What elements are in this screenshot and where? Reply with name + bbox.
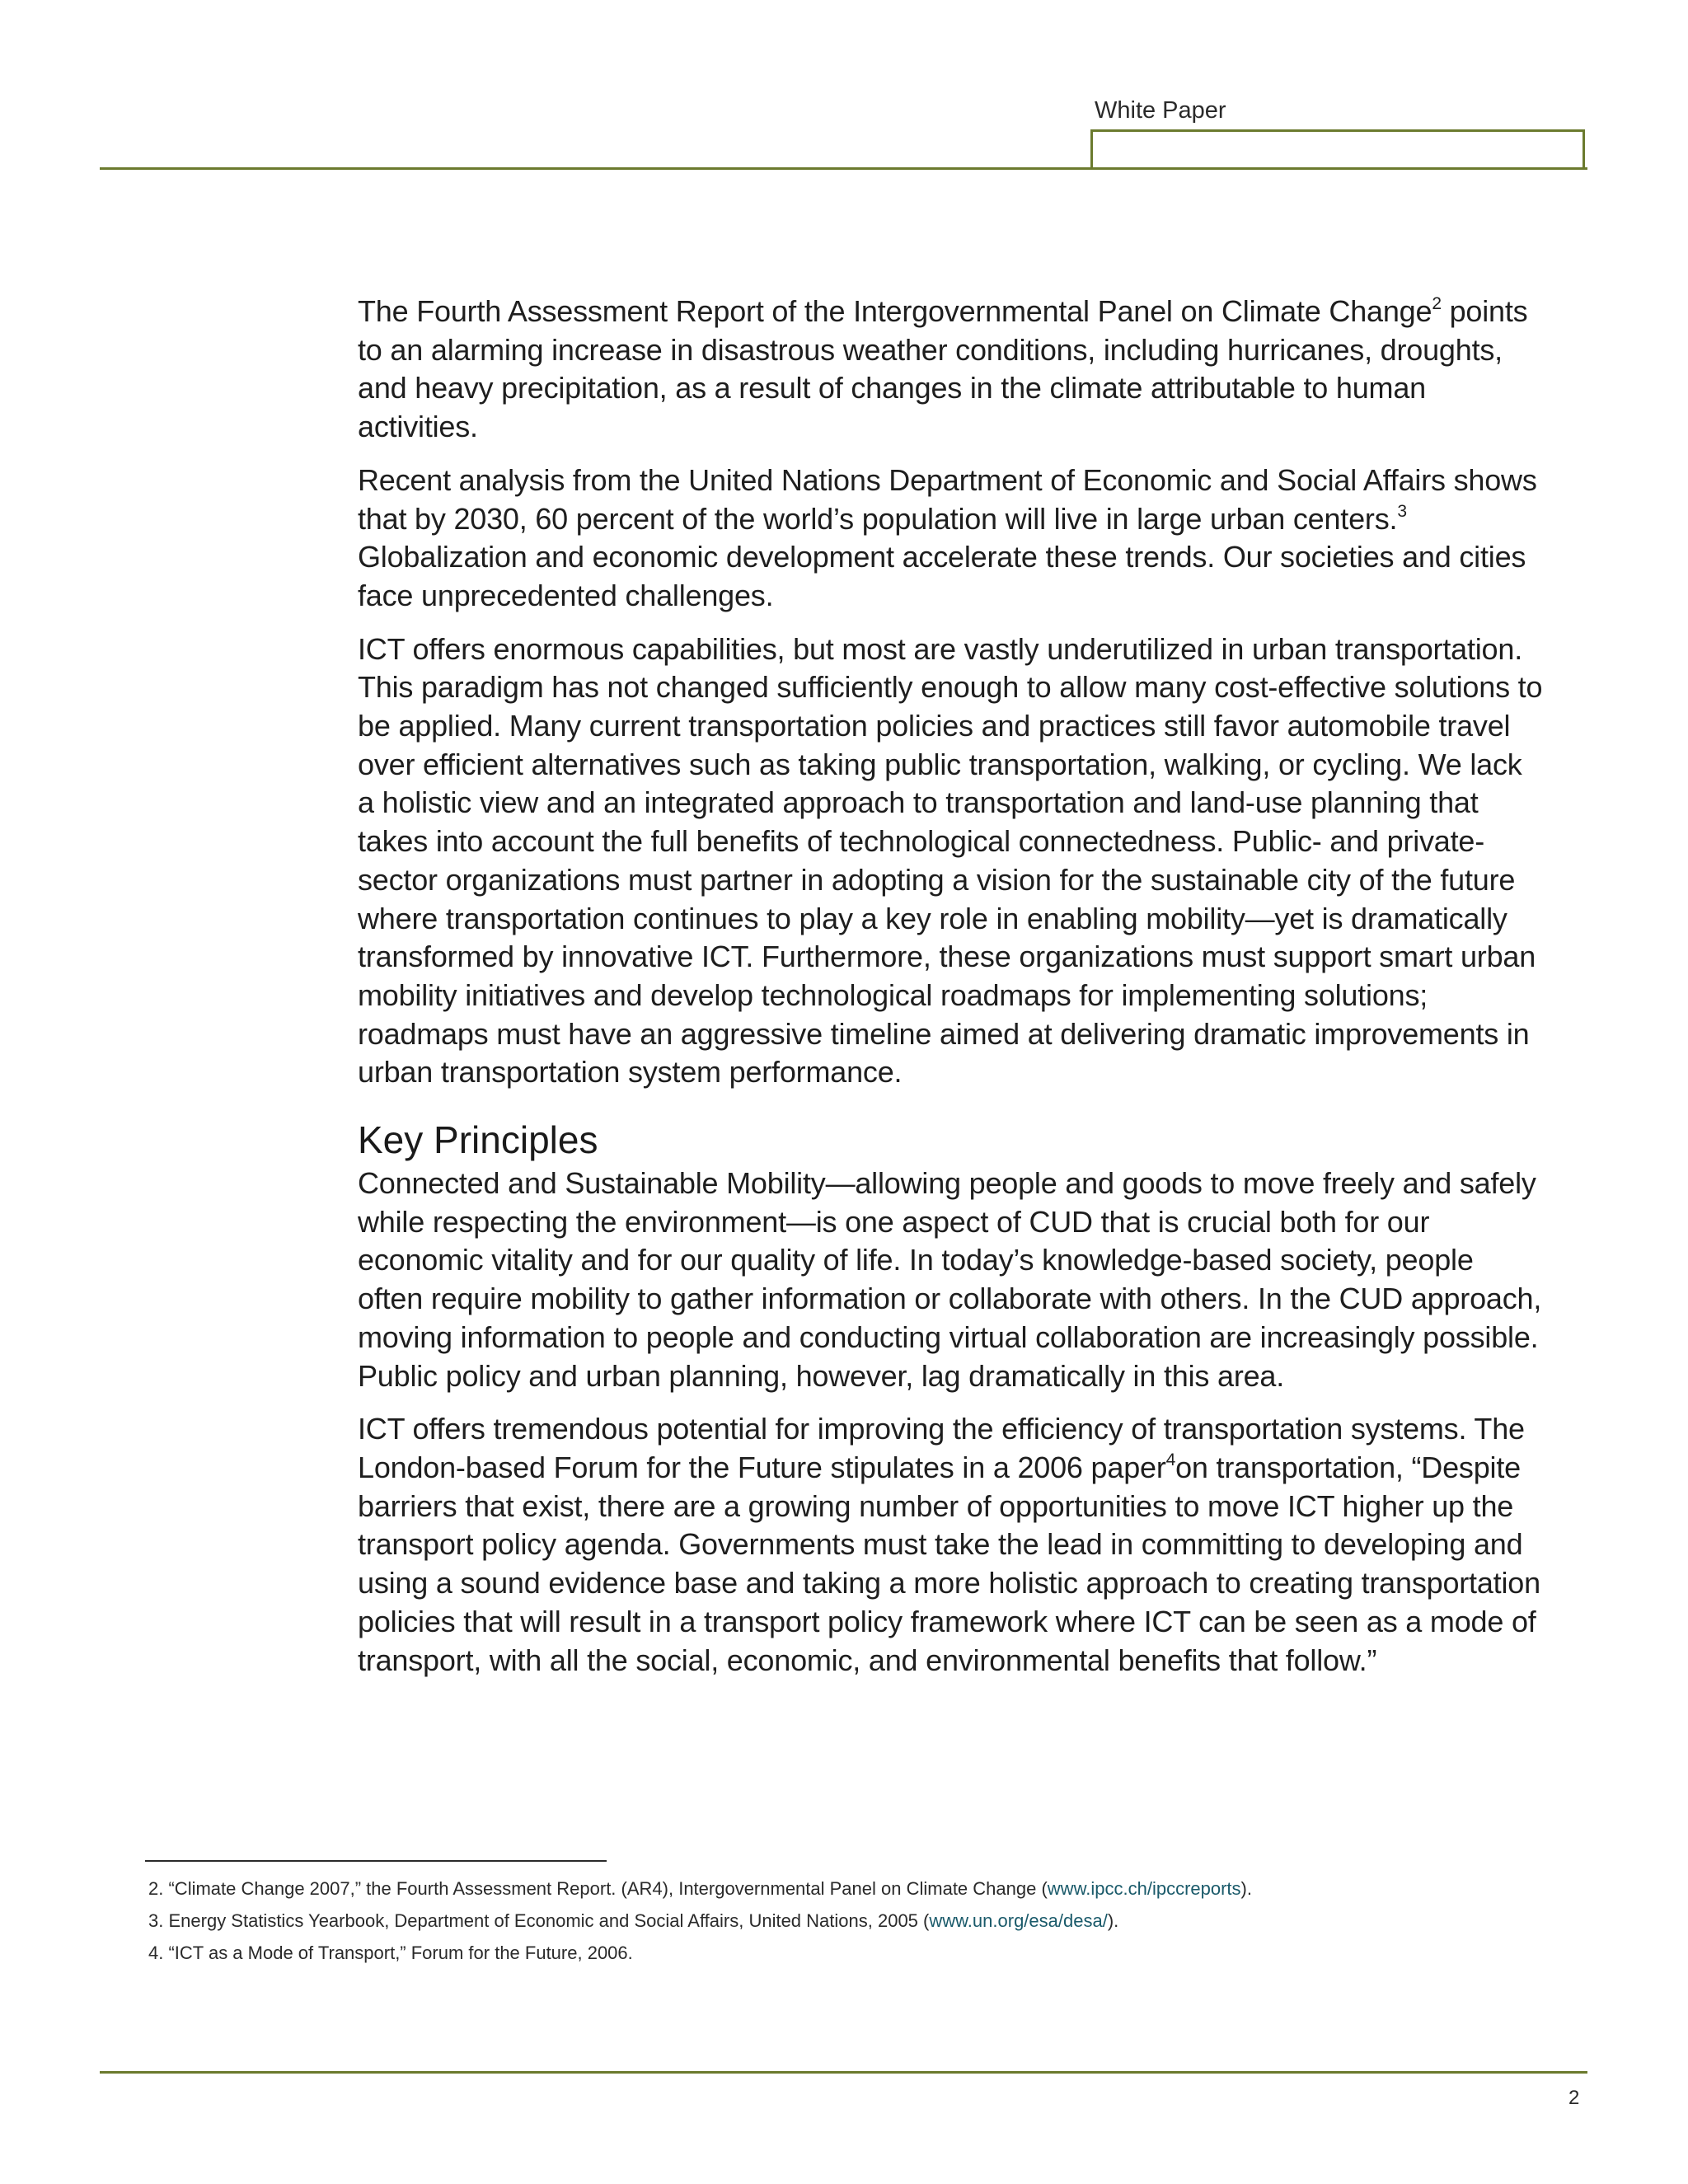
paragraph-un-analysis: Recent analysis from the United Nations Department of Economic and Social Affairs shows that by 2030, 60 percent of the world’s population will live in large urban centers.$^3$ Globalization and economic development accelerate these trends. Our societies and cities face unprecedented challenges.	[358, 462, 1537, 612]
paragraph-ict-potential: ICT offers tremendous potential for improving the efficiency of transportation systems. The London-based Forum for the Future stipulates in a 2006 paper$^4$on transportation, “Despite barriers that exist, there are a growing number of opportunities to move ICT higher up the transport policy agenda. Governments must take the lead in committing to developing and using a sound evidence base and taking a more holistic approach to creating transportation policies that will result in a transport policy framework where ICT can be seen as a mode of transport, with all the social, economic, and environmental benefits that follow.”	[358, 1412, 1540, 1677]
paragraph-connected-mobility: Connected and Sustainable Mobility—allowing people and goods to move freely and safely while respecting the environment—is one aspect of CUD that is crucial both for our economic vitality and for our quality of life. In today’s knowledge-based society, people often require mobility to gather information or collaborate with others. In the CUD approach, moving information to people and conducting virtual collaboration are increasingly possible. Public policy and urban planning, however, lag dramatically in this area.	[358, 1166, 1542, 1393]
footnote-ref-2[interactable]: 2	[1432, 294, 1442, 313]
footnote-2-link[interactable]: www.ipcc.ch/ipccreports	[1047, 1878, 1241, 1899]
footnote-3: 3. Energy Statistics Yearbook, Department of Economic and Social Affairs, United Nations, 2005 (www.un.org/esa/desa/).	[148, 1910, 1119, 1931]
footnote-3-link[interactable]: www.un.org/esa/desa/	[929, 1910, 1108, 1931]
paragraph-ipcc: The Fourth Assessment Report of the Intergovernmental Panel on Climate Change$^2$ points to an alarming increase in disastrous weather conditions, including hurricanes, droughts, and heavy precipitation, as a result of changes in the climate attributable to human activities.	[358, 294, 1528, 444]
section-heading-key-principles: Key Principles	[358, 1118, 598, 1162]
footnote-separator	[145, 1860, 607, 1862]
page-number: 2	[1568, 2087, 1580, 2109]
paragraph-ict-capabilities: ICT offers enormous capabilities, but most are vastly underutilized in urban transportation. This paradigm has not changed sufficiently enough to allow many cost-effective solutions to be applied. Many current transportation policies and practices still favor automobile travel over efficient alternatives such as taking public transportation, walking, or cycling. We lack a holistic view and an integrated approach to transportation and land-use planning that takes into account the full benefits of technological connectedness. Public- and private-sector organizations must partner in adopting a vision for the sustainable city of the future where transportation continues to play a key role in enabling mobility—yet is dramatically transformed by innovative ICT. Furthermore, these organizations must support smart urban mobility initiatives and develop technological roadmaps for implementing solutions; roadmaps must have an aggressive timeline aimed at delivering dramatic improvements in urban transportation system performance.	[358, 631, 1543, 1090]
main-content	[358, 293, 1545, 1694]
footnote-4: 4. “ICT as a Mode of Transport,” Forum for the Future, 2006.	[148, 1943, 633, 1963]
header-tab-frame	[1090, 129, 1585, 167]
header-rule	[100, 167, 1587, 170]
footnotes	[148, 1872, 1550, 1969]
footer-rule	[100, 2071, 1587, 2074]
footnote-ref-4[interactable]: 4	[1165, 1450, 1176, 1469]
footnote-2: 2. “Climate Change 2007,” the Fourth Assessment Report. (AR4), Intergovernmental Panel on Climate Change (www.ipcc.ch/ipccreports).	[148, 1878, 1252, 1899]
footnote-ref-3[interactable]: 3	[1397, 501, 1407, 521]
header-label: White Paper	[1095, 97, 1226, 124]
